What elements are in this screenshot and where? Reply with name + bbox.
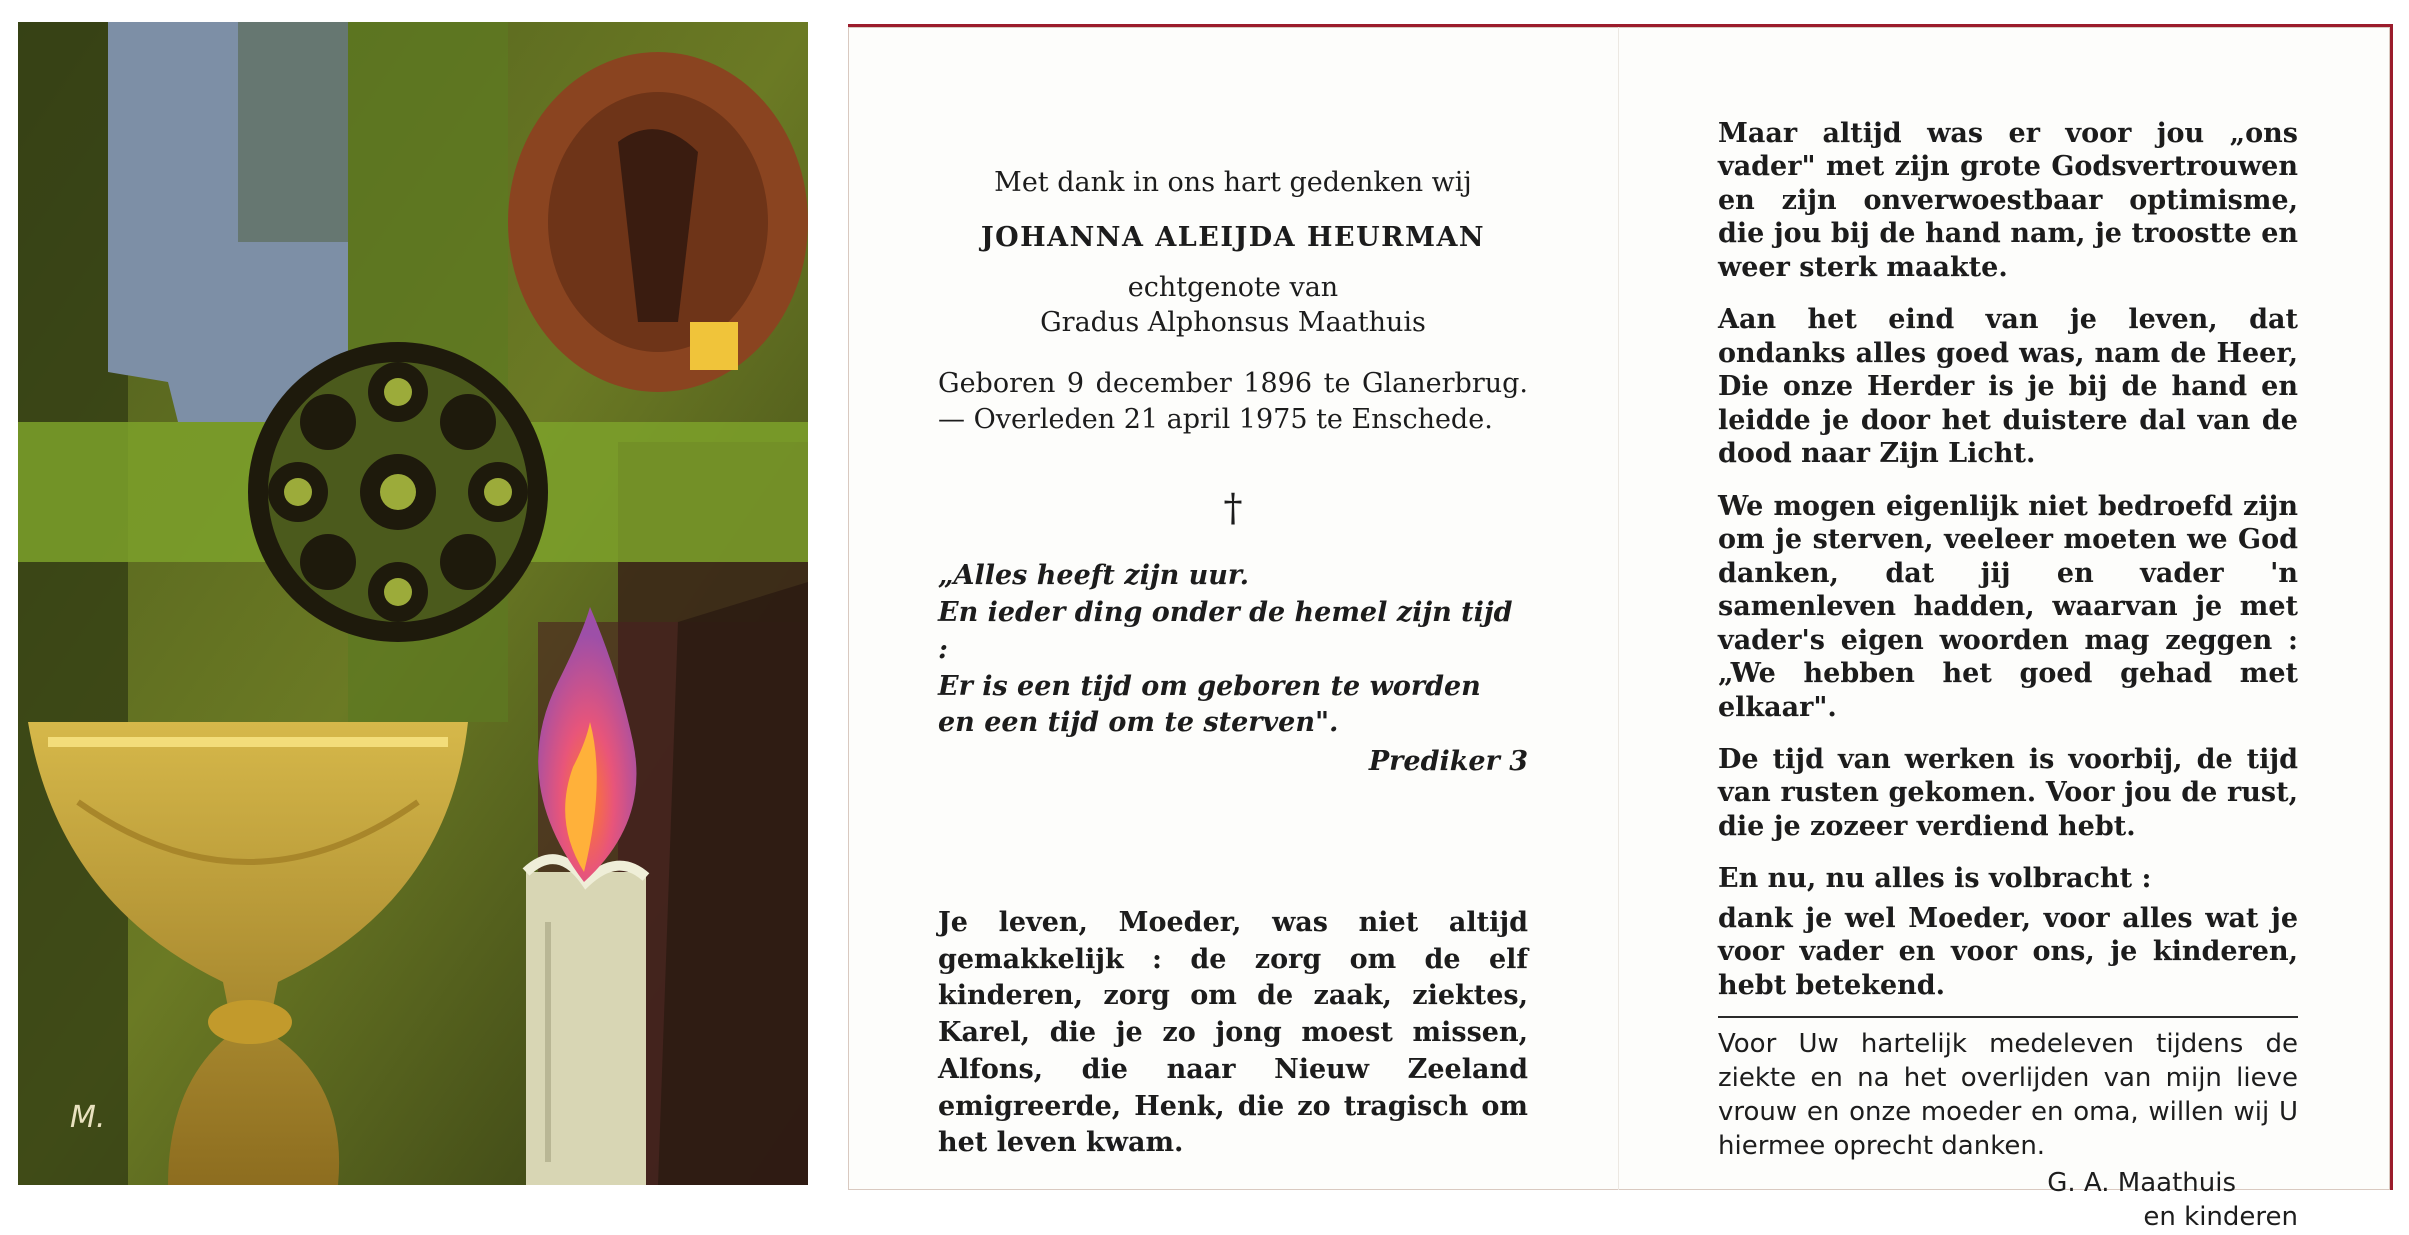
paragraph: De tijd van werken is voorbij, de tijd van rusten gekomen. Voor jou de rust, die je zozeer verdiend hebt.	[1718, 743, 2298, 842]
paragraph: We mogen eigenlijk niet bedroefd zijn om je sterven, veeleer moeten we God danken, dat jij en vader 'n samenleven hadden, waarvan je met vader's eigen woorden mag zeggen : „We hebben het goed gehad met elkaar".	[1718, 490, 2298, 723]
signer-name: G. A. Maathuis	[2047, 1168, 2236, 1199]
quote-source: Prediker 3	[1368, 746, 1528, 778]
paragraph: Aan het eind van je leven, dat ondanks alles goed was, nam de Heer, Die onze Herder is je bij de hand en leidde je door het duistere dal van de dood naar Zijn Licht.	[1718, 304, 2298, 470]
final-intro: En nu, nu alles is volbracht :	[1718, 863, 2152, 895]
paragraph: Maar altijd was er voor jou „ons vader" met zijn grote Godsvertrouwen en zijn onverwoestbaar optimisme, die jou bij de hand nam, je troostte en weer sterk maakte.	[1718, 118, 2298, 283]
divider	[1718, 1016, 2298, 1018]
right-page	[1718, 117, 2298, 1235]
deceased-name: JOHANNA ALEIJDA HEURMAN	[980, 222, 1486, 253]
birth-death-dates: Geboren 9 december 1896 te Glanerbrug. — Overleden 21 april 1975 te Enschede.	[938, 368, 1528, 436]
quote-line: en een tijd om te sterven".	[938, 707, 1339, 739]
memorial-card	[848, 24, 2393, 1233]
painting-card	[18, 22, 808, 1185]
chalice-candle-painting	[18, 22, 808, 1185]
signer-family: en kinderen	[2143, 1202, 2298, 1233]
family-thanks: Voor Uw hartelijk medeleven tijdens de ziekte en na het overlijden van mijn lieve vrouw en onze moeder en oma, willen wij U hiermee oprecht danken.	[1718, 1029, 2298, 1161]
card-fold-line	[1618, 27, 1619, 1190]
spouse-prefix: echtgenote van	[1127, 272, 1339, 303]
cross-icon: †	[1223, 486, 1243, 531]
bible-quote	[938, 558, 1528, 742]
signature-block	[1718, 1167, 2298, 1235]
artist-signature: M.	[70, 1100, 106, 1135]
left-page	[938, 167, 1528, 1162]
intro-line: Met dank in ons hart gedenken wij	[994, 167, 1472, 198]
quote-line: „Alles heeft zijn uur.	[938, 560, 1250, 592]
quote-line: En ieder ding onder de hemel zijn tijd :	[938, 597, 1513, 665]
life-paragraph: Je leven, Moeder, was niet altijd gemakkelijk : de zorg om de elf kinderen, zorg om de zaak, ziektes, Karel, die je zo jong moest missen, Alfons, die naar Nieuw Zeeland emigreerde, Henk, die zo tragisch om het leven kwam.	[938, 907, 1528, 1159]
quote-line: Er is een tijd om geboren te worden	[938, 670, 1481, 702]
spouse-name: Gradus Alphonsus Maathuis	[1040, 306, 1426, 338]
final-thanks: dank je wel Moeder, voor alles wat je voor vader en voor ons, je kinderen, hebt betekend.	[1718, 902, 2298, 1001]
